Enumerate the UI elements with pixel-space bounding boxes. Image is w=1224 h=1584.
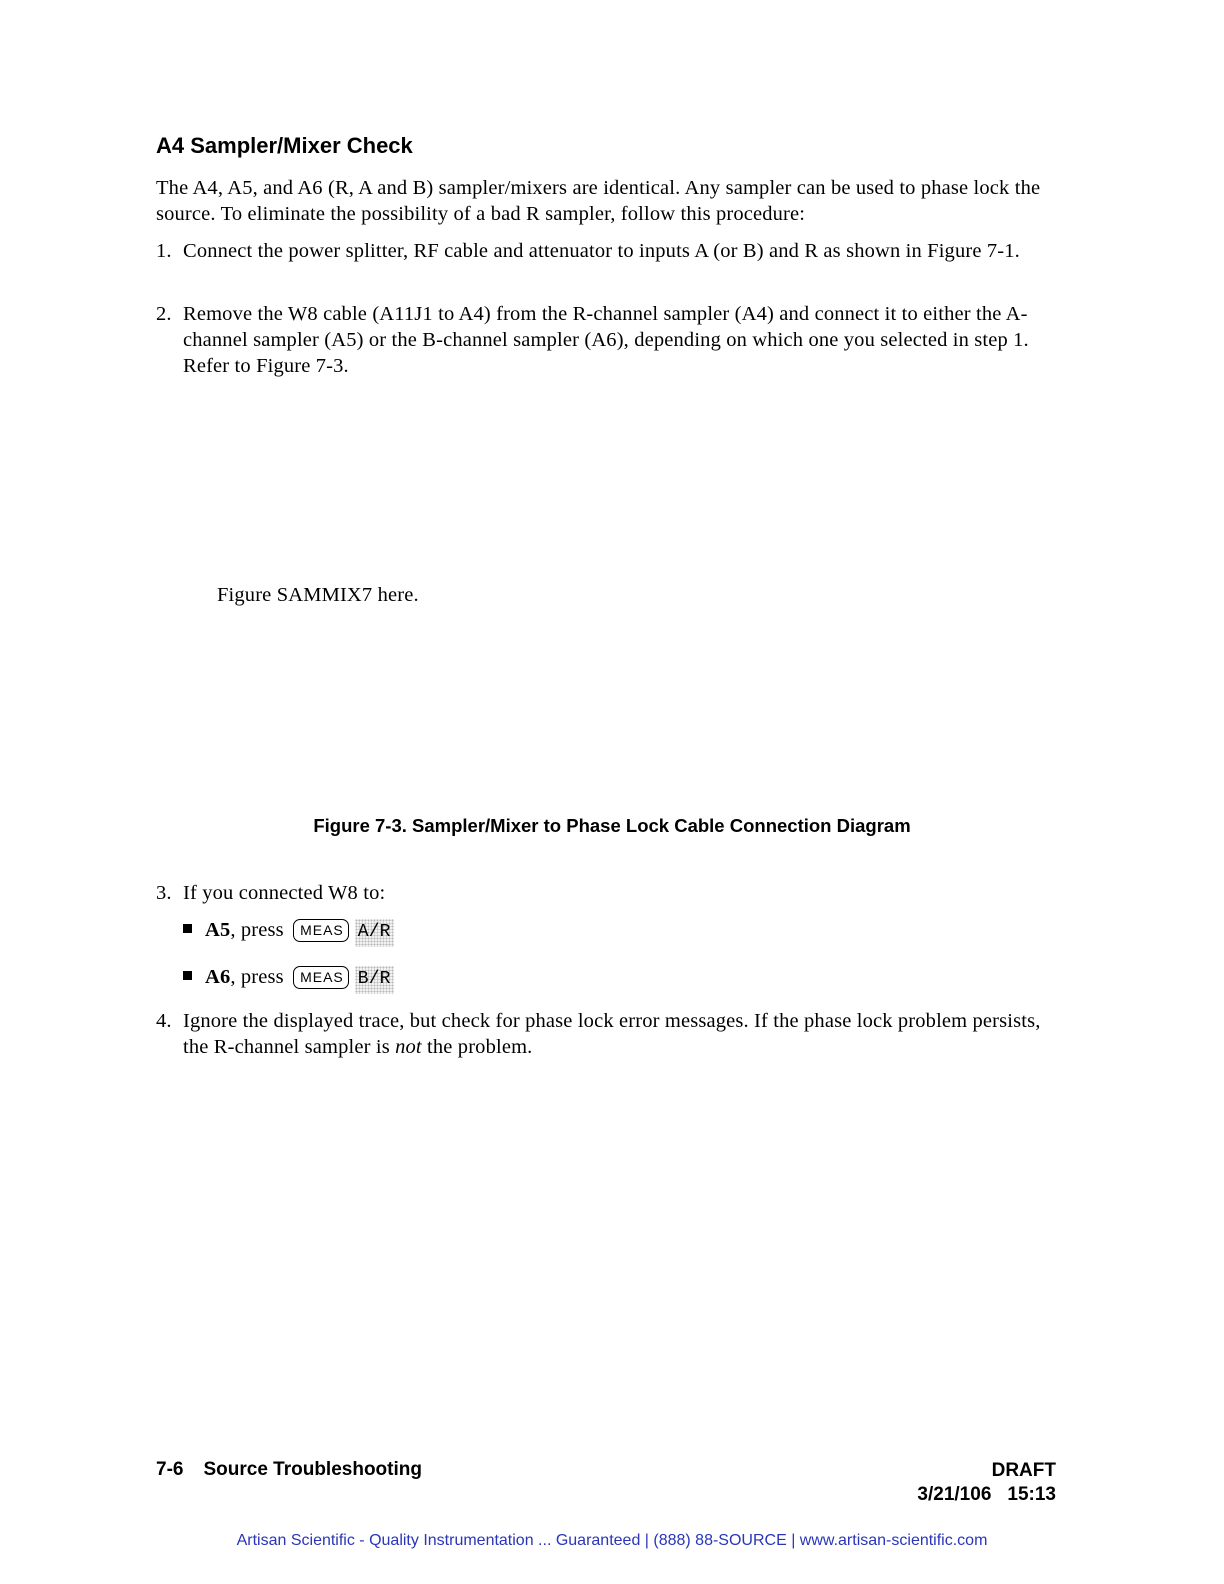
page-number: 7-6 — [156, 1459, 184, 1480]
softkey-b-over-r[interactable]: B/R — [355, 966, 394, 994]
step-2 — [156, 301, 1056, 379]
step-4 — [156, 1008, 1056, 1060]
intro-paragraph: The A4, A5, and A6 (R, A and B) sampler/mixers are identical. Any sampler can be used to phase lock the source. To eliminate the possibility of a bad R sampler, follow this procedure: — [156, 177, 1041, 225]
draft-label: DRAFT — [991, 1460, 1056, 1481]
bullet-press-text: , press — [230, 966, 284, 988]
step-1 — [156, 238, 1056, 264]
emphasis-text: not — [395, 1036, 422, 1058]
step-text-end: the problem. — [421, 1036, 533, 1058]
footer-right — [856, 1459, 1056, 1507]
step-number: 1. — [156, 240, 172, 262]
step-text: Connect the power splitter, RF cable and attenuator to inputs A (or B) and R as shown in Figure 7-1. — [183, 240, 1020, 262]
footer-left — [156, 1459, 422, 1481]
step-text — [183, 1008, 1056, 1060]
figure-placeholder: Figure SAMMIX7 here. — [217, 584, 419, 606]
bullet-a5 — [183, 917, 394, 947]
footer-time: 15:13 — [1007, 1484, 1056, 1505]
meas-hardkey[interactable]: MEAS — [293, 919, 349, 942]
step-number: 3. — [156, 882, 172, 904]
chapter-title: Source Troubleshooting — [203, 1459, 422, 1480]
step-text-start: Ignore the displayed trace, but check for phase lock error messages. If the phase lock problem persists, the R-channel sampler is — [183, 1010, 1041, 1058]
bullet-square-icon — [183, 924, 192, 933]
bullet-label: A5 — [205, 919, 231, 941]
section-title: A4 Sampler/Mixer Check — [156, 133, 413, 158]
artisan-banner-link[interactable]: Artisan Scientific - Quality Instrumentation ... Guaranteed | (888) 88-SOURCE | www.artisan-scientific.com — [236, 1532, 988, 1549]
softkey-a-over-r[interactable]: A/R — [355, 919, 394, 947]
footer-date: 3/21/106 — [917, 1484, 992, 1505]
figure-caption: Figure 7-3. Sampler/Mixer to Phase Lock Cable Connection Diagram — [313, 815, 911, 836]
step-text: If you connected W8 to: — [183, 882, 386, 904]
bullet-label: A6 — [205, 966, 231, 988]
bullet-a6 — [183, 964, 394, 994]
meas-hardkey[interactable]: MEAS — [293, 966, 349, 989]
step-3 — [156, 880, 1056, 906]
step-number: 2. — [156, 303, 172, 325]
step-number: 4. — [156, 1010, 172, 1032]
bullet-press-text: , press — [230, 919, 284, 941]
footer-timestamp — [856, 1483, 1056, 1507]
bullet-square-icon — [183, 971, 192, 980]
step-text: Remove the W8 cable (A11J1 to A4) from the R-channel sampler (A4) and connect it to either the A-channel sampler (A5) or the B-channel sampler (A6), depending on which one you selected in step 1. Refer to Figure 7-3. — [183, 303, 1029, 377]
